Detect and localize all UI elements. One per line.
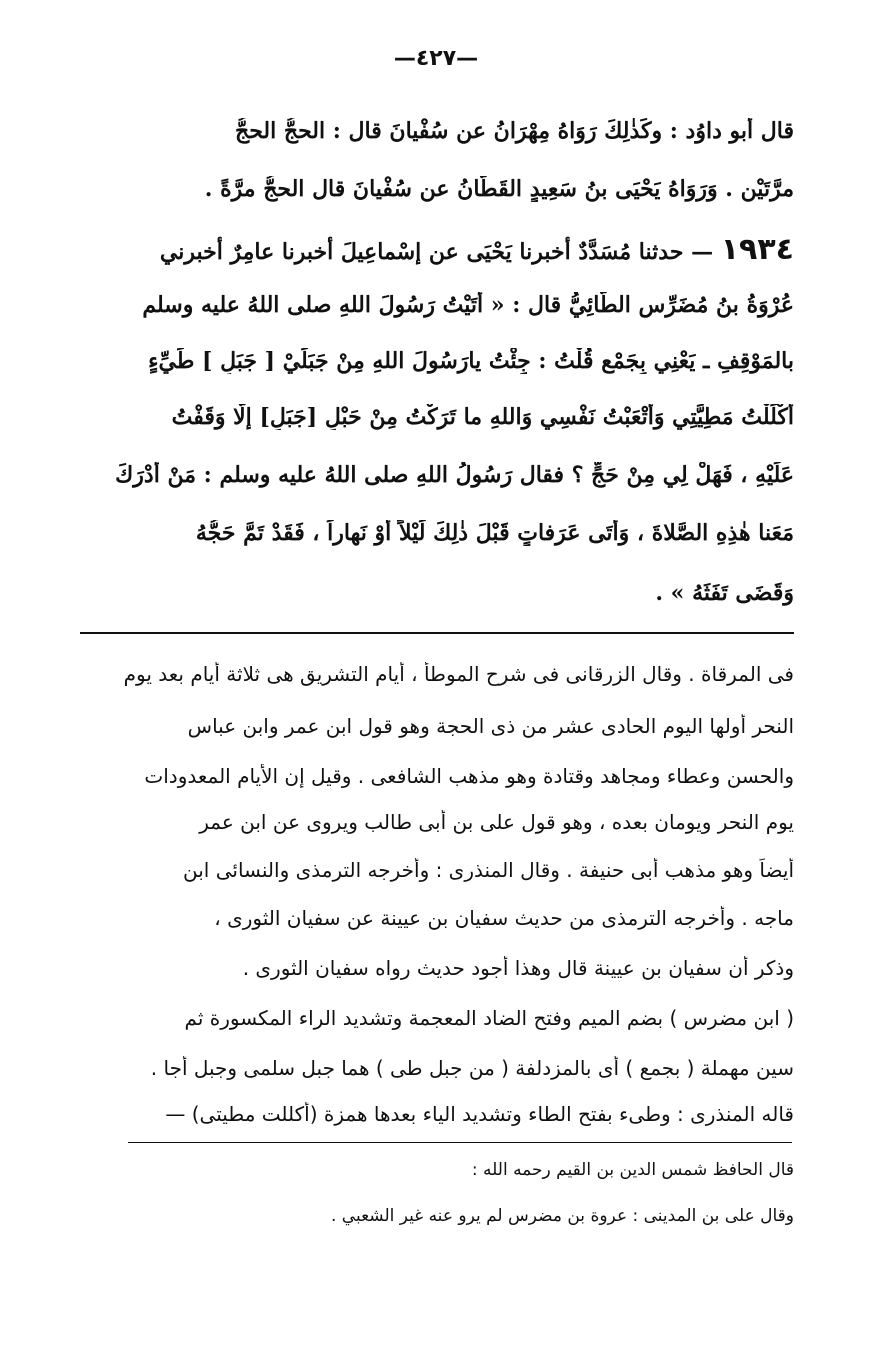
- commentary-line: وذكر أن سفيان بن عيينة قال وهذا أجود حديث رواه سفيان الثورى .: [242, 956, 794, 980]
- main-text-line: عَلَيْهِ ، فَهَلْ لِي مِنْ حَجٍّ ؟ فقال رَسُولُ اللهِ صلى اللهُ عليه وسلم : مَنْ أَدْرَكَ: [115, 462, 794, 488]
- section-divider: [80, 632, 794, 634]
- commentary-line: ( ابن مضرس ) بضم الميم وفتح الضاد المعجمة وتشديد الراء المكسورة ثم: [184, 1006, 794, 1030]
- main-text-line: بالمَوْقِفِ ـ يَعْنِي بِجَمْعٍ قُلْتُ : جِئْتُ يارَسُولَ اللهِ مِنْ جَبَلَيْ [ جَبَلِ ] طَيِّءٍ: [148, 348, 794, 374]
- main-text-line: [78, 232, 794, 267]
- commentary-line: يوم النحر ويومان بعده ، وهو قول على بن أبى طالب ويروى عن ابن عمر: [199, 810, 794, 834]
- commentary-line: فى المرقاة . وقال الزرقانى فى شرح الموطأ ، أيام التشريق هى ثلاثة أيام بعد يوم: [123, 662, 794, 686]
- commentary-line: ماجه . وأخرجه الترمذى من حديث سفيان بن عيينة عن سفيان الثورى ،: [214, 906, 794, 930]
- main-text-line: قال أبو داوُد : وكَذٰلِكَ رَوَاهُ مِهْرَانُ عن سُفْيانَ قال : الحجُّ الحجُّ: [235, 118, 794, 144]
- commentary-line: أيضاً وهو مذهب أبى حنيفة . وقال المنذرى : وأخرجه الترمذى والنسائى ابن: [183, 858, 794, 882]
- commentary-line: النحر أولها اليوم الحادى عشر من ذى الحجة وهو قول ابن عمر وابن عباس: [187, 714, 794, 738]
- page-number: —٤٢٧—: [393, 46, 479, 71]
- main-text-line: وَقَضَى تَفَثَهُ » .: [655, 580, 794, 606]
- footnote-divider: [128, 1142, 792, 1143]
- commentary-line: سين مهملة ( بجمع ) أى بالمزدلفة ( من جبل طى ) هما جبل سلمى وجبل أجا .: [150, 1056, 794, 1080]
- hadith-number: ١٩٣٤: [720, 232, 794, 267]
- commentary-line: والحسن وعطاء ومجاهد وقتادة وهو مذهب الشافعى . وقيل إن الأيام المعدودات: [144, 764, 794, 788]
- main-text-line: مرَّتَيْنِ . وَرَوَاهُ يَحْيَى بنُ سَعِيدٍ القَطَّانُ عن سُفْيانَ قال الحجُّ مرَّةً .: [204, 176, 794, 202]
- footnote-line: وقال على بن المدينى : عروة بن مضرس لم يرو عنه غير الشعبي .: [330, 1206, 794, 1226]
- hadith-isnad: — حدثنا مُسَدَّدٌ أخبرنا يَحْيَى عن إسْماعِيلَ أخبرنا عامِرٌ أخبرني: [159, 239, 714, 265]
- footnote-line: قال الحافظ شمس الدين بن القيم رحمه الله :: [471, 1160, 794, 1180]
- main-text-line: مَعَنا هٰذِهِ الصَّلاةَ ، وَأَتَى عَرَفاتٍ قَبْلَ ذٰلِكَ لَيْلاً أَوْ نَهاراً ، فَقَدْ تَمَّ حَجُّهُ: [195, 520, 794, 546]
- main-text-line: عُرْوَةُ بنُ مُضَرِّسٍ الطَّائِيُّ قال : « أَتَيْتُ رَسُولَ اللهِ صلى اللهُ عليه وسلم: [142, 292, 794, 318]
- main-text-line: أَكْلَلْتُ مَطِيَّتِي وَأَتْعَبْتُ نَفْسِي وَاللهِ ما تَرَكْتُ مِنْ حَبْلٍ [جَبَلٍ] إلَّا وَقَفْتُ: [171, 404, 794, 430]
- commentary-line: قاله المنذرى : وطىء بفتح الطاء وتشديد الياء بعدها همزة (أكللت مطيتى) —: [165, 1102, 794, 1126]
